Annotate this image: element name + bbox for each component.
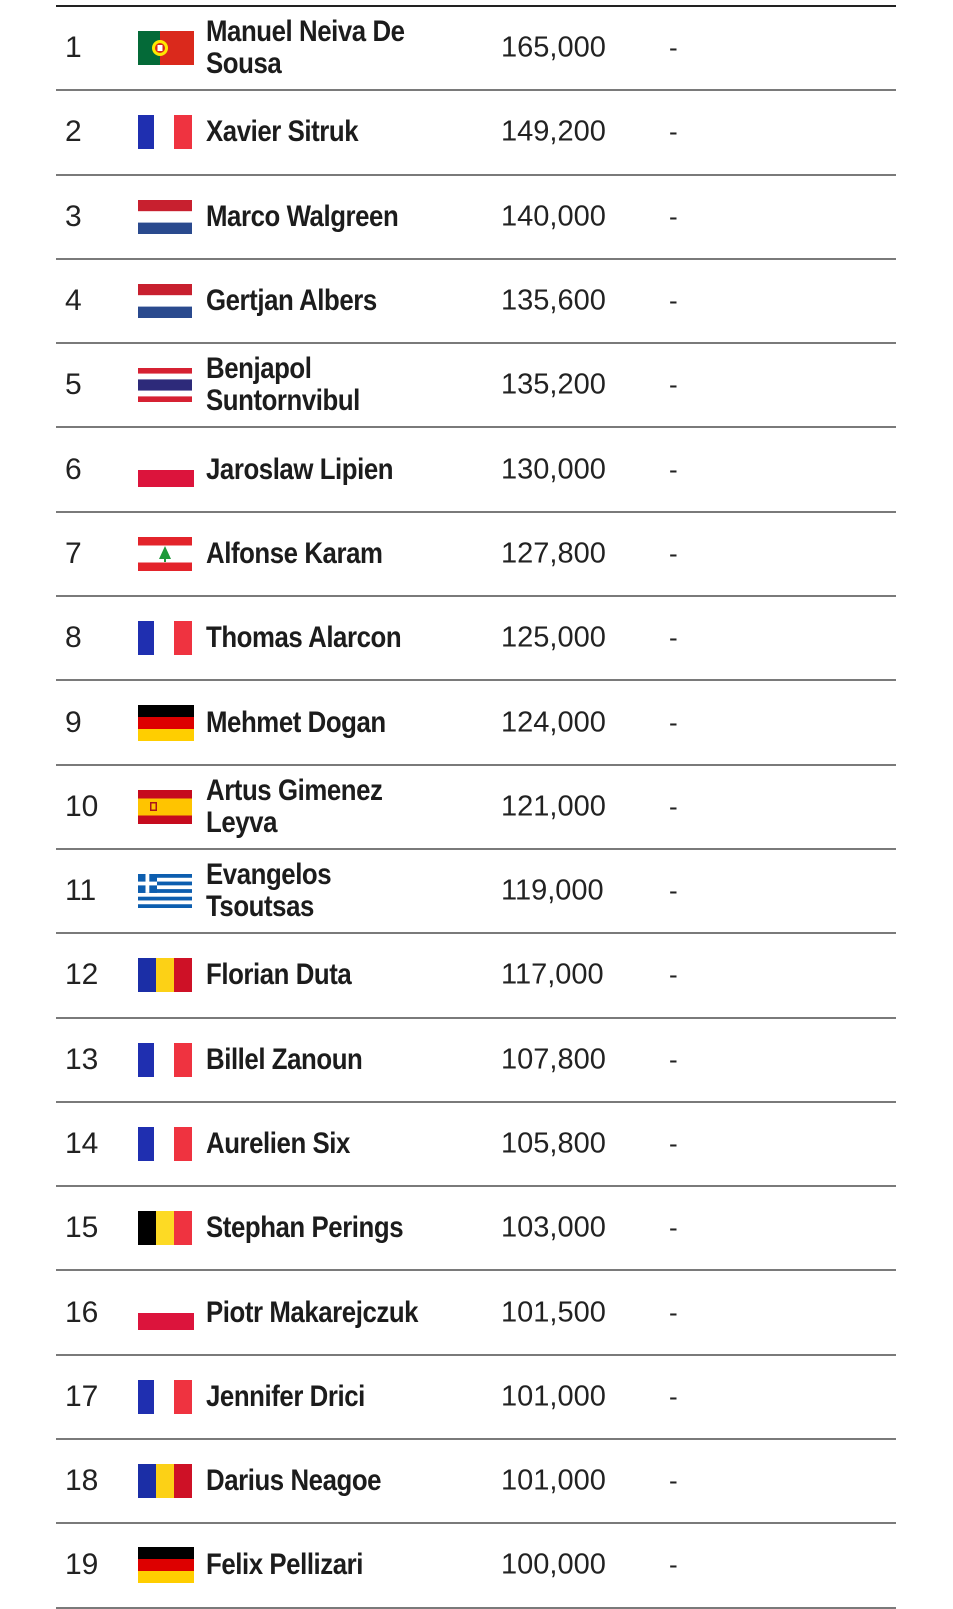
- netherlands-flag-icon: [138, 198, 194, 236]
- rank-cell: 8: [65, 621, 82, 655]
- extra-cell: -: [669, 285, 678, 316]
- player-name-text: Xavier Sitruk: [206, 115, 359, 149]
- extra-cell: -: [669, 707, 678, 738]
- extra-cell: -: [669, 116, 678, 147]
- player-name-text: Manuel Neiva De Sousa: [206, 15, 405, 81]
- player-name-text: Darius Neagoe: [206, 1464, 382, 1498]
- table-row[interactable]: [56, 1440, 896, 1524]
- player-name[interactable]: [206, 859, 476, 923]
- extra-cell: -: [669, 1044, 678, 1075]
- points-cell: 101,000: [501, 1380, 606, 1413]
- extra-cell: -: [669, 369, 678, 400]
- points-cell: 149,200: [501, 115, 606, 148]
- player-name[interactable]: [206, 1128, 476, 1160]
- player-name[interactable]: [206, 1381, 476, 1413]
- points-cell: 140,000: [501, 200, 606, 233]
- player-name[interactable]: [206, 1297, 476, 1329]
- belgium-flag-icon: [138, 1209, 194, 1247]
- france-flag-icon: [138, 1125, 194, 1163]
- points-cell: 103,000: [501, 1211, 606, 1244]
- player-name[interactable]: [206, 454, 476, 486]
- player-name-text: Felix Pellizari: [206, 1548, 364, 1582]
- table-row[interactable]: [56, 934, 896, 1018]
- rank-cell: 14: [65, 1127, 99, 1160]
- player-name[interactable]: [206, 775, 476, 839]
- germany-flag-icon: [138, 704, 194, 742]
- player-name-text: Aurelien Six: [206, 1127, 350, 1160]
- table-row[interactable]: [56, 1103, 896, 1187]
- rank-cell: 15: [65, 1211, 99, 1245]
- france-flag-icon: [138, 619, 194, 657]
- greece-flag-icon: [138, 872, 194, 910]
- player-name[interactable]: [206, 538, 476, 570]
- rank-cell: 3: [65, 199, 82, 233]
- extra-cell: -: [669, 959, 678, 990]
- points-cell: 105,800: [501, 1127, 606, 1160]
- points-cell: 165,000: [501, 31, 606, 64]
- player-name-text: Alfonse Karam: [206, 536, 383, 570]
- extra-cell: -: [669, 791, 678, 822]
- extra-cell: -: [669, 454, 678, 485]
- rank-cell: 13: [65, 1042, 99, 1076]
- player-name-text: Gertjan Albers: [206, 284, 377, 318]
- player-name-text: Stephan Perings: [206, 1211, 404, 1245]
- rank-cell: 9: [65, 705, 82, 739]
- france-flag-icon: [138, 1378, 194, 1416]
- points-cell: 101,000: [501, 1464, 606, 1497]
- rank-cell: 18: [65, 1464, 99, 1498]
- table-row[interactable]: [56, 91, 896, 175]
- extra-cell: -: [669, 201, 678, 232]
- table-row[interactable]: [56, 850, 896, 934]
- player-name-text: Thomas Alarcon: [206, 621, 402, 655]
- romania-flag-icon: [138, 956, 194, 994]
- player-name-text: Jennifer Drici: [206, 1379, 365, 1413]
- player-name[interactable]: [206, 1212, 476, 1244]
- table-row[interactable]: [56, 1356, 896, 1440]
- points-cell: 135,200: [501, 368, 606, 401]
- ranking-table: [56, 7, 896, 1609]
- rank-cell: 1: [65, 31, 82, 65]
- rank-cell: 6: [65, 452, 82, 486]
- player-name[interactable]: [206, 1465, 476, 1497]
- rank-cell: 11: [65, 874, 97, 908]
- extra-cell: -: [669, 1549, 678, 1580]
- germany-flag-icon: [138, 1546, 194, 1584]
- player-name[interactable]: [206, 1549, 476, 1581]
- table-row[interactable]: [56, 344, 896, 428]
- player-name-text: Florian Duta: [206, 958, 352, 992]
- player-name[interactable]: [206, 116, 476, 148]
- spain-flag-icon: [138, 788, 194, 826]
- rank-cell: 5: [65, 368, 82, 402]
- player-name[interactable]: [206, 285, 476, 317]
- player-name[interactable]: [206, 353, 476, 417]
- netherlands-flag-icon: [138, 282, 194, 320]
- player-name-text: Marco Walgreen: [206, 199, 399, 233]
- extra-cell: -: [669, 1212, 678, 1243]
- table-row[interactable]: [56, 513, 896, 597]
- romania-flag-icon: [138, 1462, 194, 1500]
- table-row[interactable]: [56, 260, 896, 344]
- rank-cell: 17: [65, 1379, 99, 1413]
- player-name[interactable]: [206, 201, 476, 233]
- points-cell: 121,000: [501, 790, 606, 823]
- ranking-page: [56, 0, 896, 1600]
- table-row[interactable]: [56, 176, 896, 260]
- player-name-text: Artus Gimenez Leyva: [206, 773, 383, 839]
- player-name[interactable]: [206, 959, 476, 991]
- extra-cell: -: [669, 875, 678, 906]
- player-name-text: Mehmet Dogan: [206, 705, 386, 739]
- points-cell: 101,500: [501, 1296, 606, 1329]
- table-row[interactable]: [56, 428, 896, 512]
- rank-cell: 4: [65, 284, 82, 318]
- player-name-text: Billel Zanoun: [206, 1042, 363, 1076]
- player-name-text: Piotr Makarejczuk: [206, 1295, 419, 1329]
- points-cell: 119,000: [501, 874, 604, 907]
- lebanon-flag-icon: [138, 535, 194, 573]
- points-cell: 135,600: [501, 284, 606, 317]
- player-name-text: Benjapol Suntornvibul: [206, 352, 360, 418]
- extra-cell: -: [669, 1128, 678, 1159]
- points-cell: 125,000: [501, 621, 606, 654]
- table-row[interactable]: [56, 681, 896, 765]
- rank-cell: 10: [65, 789, 99, 823]
- extra-cell: -: [669, 1297, 678, 1328]
- player-name[interactable]: [206, 16, 476, 80]
- thailand-flag-icon: [138, 366, 194, 404]
- points-cell: 127,800: [501, 537, 606, 570]
- table-row[interactable]: [56, 766, 896, 850]
- table-row[interactable]: [56, 1524, 896, 1608]
- points-cell: 100,000: [501, 1548, 606, 1581]
- points-cell: 117,000: [501, 958, 604, 991]
- france-flag-icon: [138, 1041, 194, 1079]
- rank-cell: 7: [65, 536, 82, 570]
- portugal-flag-icon: [138, 29, 194, 67]
- points-cell: 124,000: [501, 706, 606, 739]
- france-flag-icon: [138, 113, 194, 151]
- table-row[interactable]: [56, 7, 896, 91]
- points-cell: 130,000: [501, 453, 606, 486]
- player-name-text: Jaroslaw Lipien: [206, 452, 394, 486]
- table-row[interactable]: [56, 1019, 896, 1103]
- extra-cell: -: [669, 1465, 678, 1496]
- poland-flag-icon: [138, 1294, 194, 1332]
- extra-cell: -: [669, 622, 678, 653]
- extra-cell: -: [669, 32, 678, 63]
- rank-cell: 19: [65, 1548, 99, 1582]
- extra-cell: -: [669, 538, 678, 569]
- player-name-text: Evangelos Tsoutsas: [206, 858, 332, 924]
- points-cell: 107,800: [501, 1043, 606, 1076]
- player-name[interactable]: [206, 622, 476, 654]
- extra-cell: -: [669, 1381, 678, 1412]
- rank-cell: 2: [65, 115, 82, 149]
- table-row[interactable]: [56, 1187, 896, 1271]
- rank-cell: 16: [65, 1295, 99, 1329]
- rank-cell: 12: [65, 958, 99, 992]
- player-name[interactable]: [206, 707, 476, 739]
- table-row[interactable]: [56, 1271, 896, 1355]
- table-row[interactable]: [56, 597, 896, 681]
- poland-flag-icon: [138, 451, 194, 489]
- player-name[interactable]: [206, 1044, 476, 1076]
